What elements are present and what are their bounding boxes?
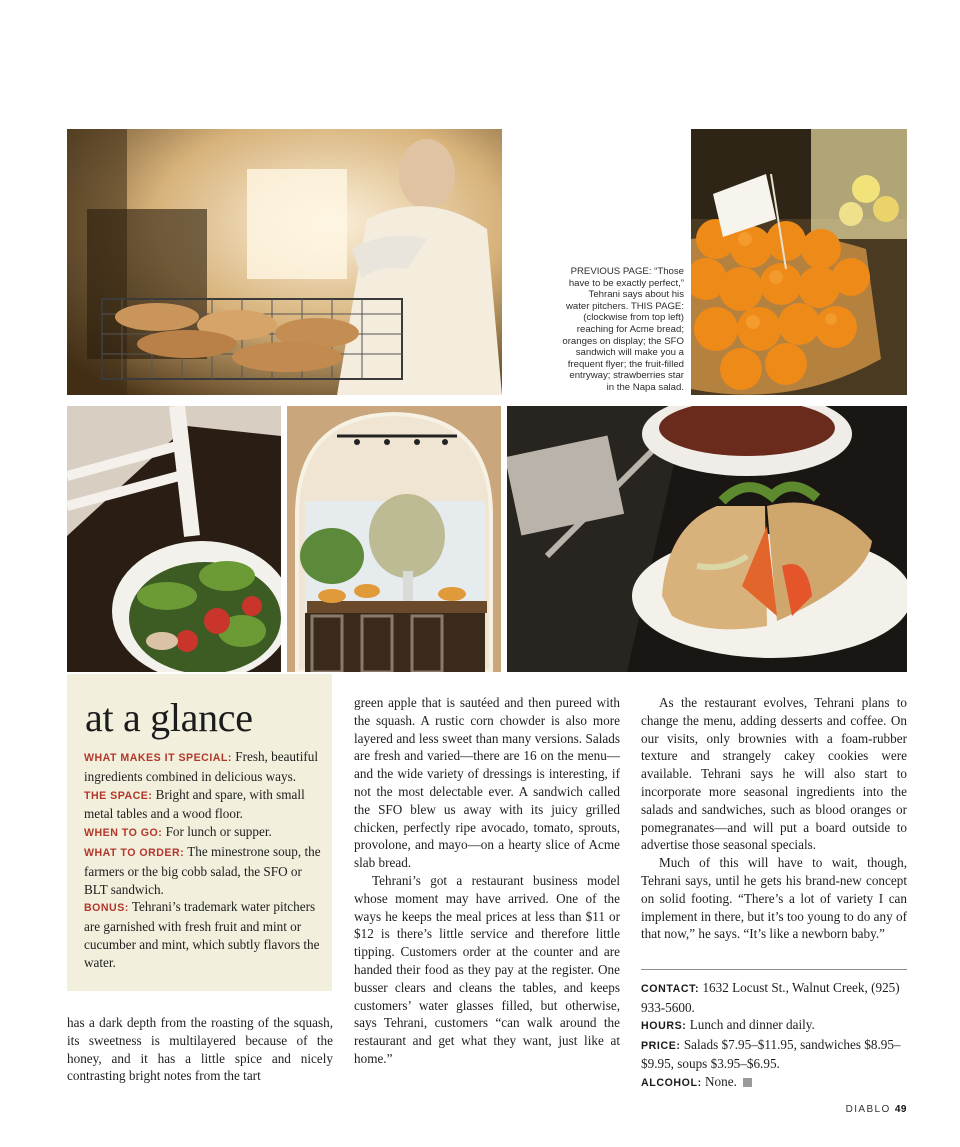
glance-item: [84, 843, 322, 898]
caption-line: in the Napa salad.: [606, 381, 684, 393]
photo-napa-salad: [67, 406, 281, 672]
info-label: CONTACT:: [641, 983, 700, 995]
at-a-glance-box: [67, 674, 332, 991]
glance-label: WHEN TO GO:: [84, 827, 163, 840]
caption-line: (clockwise from top left): [583, 312, 684, 324]
glance-item: [84, 823, 322, 843]
body-paragraph: As the restaurant evolves, Tehrani plans to change the menu, adding desserts and coffee. On our visits, only brownies with a foam-rubber texture and strangely cakey cookies were available. Tehrani says he will also start to incorporate more seasonal ingredients into the salads and sandwiches, such as blood oranges or pomegranates—and will put a board outside to advertise those seasonal specials.: [641, 695, 907, 853]
glance-item: [84, 786, 322, 824]
body-column-1: [67, 1014, 333, 1085]
info-divider: [641, 969, 907, 970]
info-label: ALCOHOL:: [641, 1076, 702, 1089]
body-paragraph: Much of this will have to wait, though, Tehrani says, until he gets his brand-new concept on solid footing. “There’s a lot of variety I can implement in there, but it’s too young to do any of that now,” he says. “It’s like a newborn baby.”: [641, 855, 907, 942]
caption-line: entryway; strawberries star: [569, 370, 684, 382]
photo-caption: [548, 266, 684, 394]
caption-line: oranges on display; the SFO: [562, 335, 684, 347]
photo-entryway: [287, 406, 501, 672]
info-text: 1632 Locust St., Walnut Creek, (925) 933-5600.: [641, 980, 900, 1015]
photo-oranges: [691, 129, 907, 395]
glance-text: For lunch or supper.: [162, 824, 272, 840]
glance-label: THE SPACE:: [84, 789, 153, 802]
glance-body: [84, 748, 322, 972]
caption-line: Tehrani says about his: [588, 289, 684, 301]
caption-line: reaching for Acme bread;: [576, 323, 684, 335]
info-text: None.: [701, 1073, 737, 1089]
info-alcohol: [641, 1073, 907, 1093]
body-column-3: [641, 694, 907, 943]
photo-sfo-sandwich: [507, 406, 907, 672]
body-paragraph: has a dark depth from the roasting of the squash, its sweetness is multilayered because of the honey, and it has a little spice and nicely contrasting bright notes from the tart: [67, 1015, 333, 1084]
info-price: [641, 1036, 907, 1073]
body-paragraph: Tehrani’s got a restaurant business model whose moment may have arrived. One of the ways he keeps the meal prices at less than $11 or $12 is there’s little service and therefore little tipping. Customers order at the counter and are handed their food as they pay at the register. One busser clears and cleans the tables, and keeps customers’ water glasses filled, but otherwise, says Tehrani, customers “can walk around the restaurant and get what they want, just like at home.”: [354, 872, 620, 1066]
caption-line: PREVIOUS PAGE: “Those: [570, 266, 684, 277]
end-mark-icon: [743, 1078, 752, 1087]
info-label: PRICE:: [641, 1039, 681, 1052]
info-label: HOURS:: [641, 1020, 687, 1033]
magazine-name: DIABLO: [845, 1104, 891, 1115]
glance-title: at a glance: [85, 695, 253, 740]
body-column-2: [354, 694, 620, 1068]
glance-text: Bright and spare, with small metal tables and a wood floor.: [84, 786, 305, 822]
info-text: Lunch and dinner daily.: [686, 1017, 815, 1033]
glance-text: Fresh, beautiful ingredients combined in delicious ways.: [84, 749, 319, 784]
info-contact: [641, 979, 907, 1016]
glance-label: WHAT TO ORDER:: [84, 846, 185, 859]
info-text: Salads $7.95–$11.95, sandwiches $8.95–$9.95, soups $3.95–$6.95.: [641, 1036, 901, 1072]
glance-label: BONUS:: [84, 902, 129, 915]
caption-line: frequent flyer; the fruit-filled: [567, 358, 684, 370]
caption-line: sandwich will make you a: [575, 347, 684, 359]
page-number: 49: [894, 1104, 907, 1115]
glance-text: The minestrone soup, the farmers or the big cobb salad, the SFO or BLT sandwich.: [84, 843, 321, 897]
page-folio: [846, 1104, 907, 1115]
glance-label: WHAT MAKES IT SPECIAL:: [84, 752, 232, 764]
glance-item: [84, 748, 322, 786]
restaurant-info: [641, 979, 907, 1093]
caption-line: have to be exactly perfect,”: [568, 277, 684, 289]
glance-item: [84, 898, 322, 971]
body-paragraph: green apple that is sautéed and then pureed with the squash. A rustic corn chowder is also more layered and less sweet than many versions. Salads are fresh and varied—there are 16 on the menu—and the wide variety of dressings is interesting, if not the most delectable ever. A sandwich called the SFO blew us away with its juicy grilled chicken, perfectly ripe avocado, tomato, sprouts, provolone, and mayo—on a hearty slice of Acme slab bread.: [354, 695, 620, 871]
caption-line: water pitchers. THIS PAGE:: [565, 300, 684, 312]
photo-baker-bread: [67, 129, 502, 395]
glance-text: Tehrani’s trademark water pitchers are garnished with fresh fruit and mint or cucumber and mint, which subtly flavors the water.: [84, 899, 320, 970]
info-hours: [641, 1016, 907, 1036]
